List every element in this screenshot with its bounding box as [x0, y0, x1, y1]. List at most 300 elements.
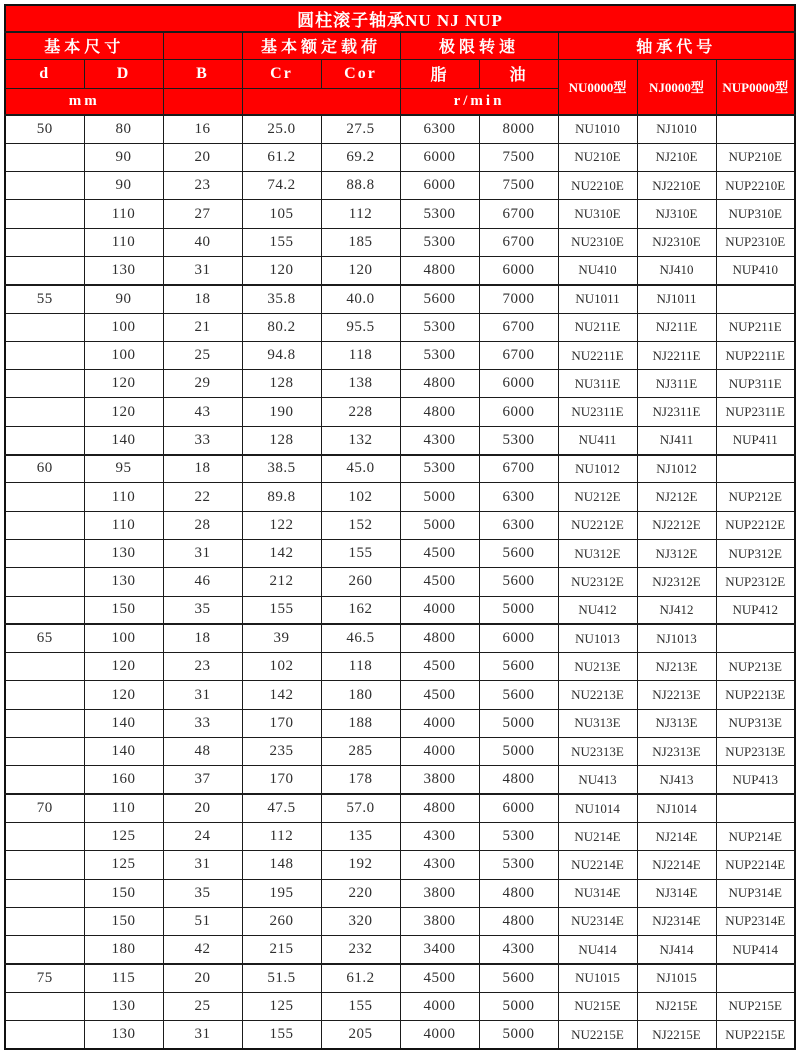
cell-D: 140	[84, 426, 163, 454]
title-row	[5, 5, 795, 32]
cell-D: 95	[84, 455, 163, 483]
cell-d	[5, 766, 84, 794]
cell-Cor: 178	[321, 766, 400, 794]
bearing-table	[4, 4, 796, 1050]
cell-nup_code: NUP212E	[716, 483, 795, 511]
cell-nup_code: NUP2214E	[716, 851, 795, 879]
cell-nup_code: NUP2313E	[716, 738, 795, 766]
cell-grease: 5000	[400, 511, 479, 539]
cell-Cor: 132	[321, 426, 400, 454]
table-row	[5, 936, 795, 964]
cell-D: 130	[84, 539, 163, 567]
cell-nj_code: NJ1014	[637, 794, 716, 822]
cell-grease: 4300	[400, 426, 479, 454]
cell-Cr: 195	[242, 879, 321, 907]
col-header-D: D	[84, 59, 163, 88]
cell-B: 51	[163, 907, 242, 935]
table-row	[5, 738, 795, 766]
cell-d	[5, 483, 84, 511]
cell-B: 22	[163, 483, 242, 511]
table-row	[5, 256, 795, 284]
cell-B: 37	[163, 766, 242, 794]
cell-B: 31	[163, 256, 242, 284]
cell-nup_code: NUP310E	[716, 200, 795, 228]
table-row	[5, 1021, 795, 1050]
cell-Cor: 46.5	[321, 624, 400, 652]
col-header-grease: 脂	[400, 59, 479, 88]
table-row	[5, 313, 795, 341]
cell-oil: 6000	[479, 256, 558, 284]
table-row	[5, 681, 795, 709]
col-header-Cor: Cor	[321, 59, 400, 88]
cell-d	[5, 738, 84, 766]
cell-d	[5, 228, 84, 256]
cell-B: 20	[163, 964, 242, 992]
cell-nj_code: NJ2310E	[637, 228, 716, 256]
header-limit-speed: 极限转速	[400, 32, 558, 59]
cell-Cr: 112	[242, 822, 321, 850]
cell-Cr: 190	[242, 398, 321, 426]
cell-D: 90	[84, 143, 163, 171]
cell-B: 35	[163, 879, 242, 907]
cell-B: 33	[163, 709, 242, 737]
cell-D: 100	[84, 341, 163, 369]
cell-Cr: 215	[242, 936, 321, 964]
cell-Cr: 80.2	[242, 313, 321, 341]
cell-oil: 6000	[479, 794, 558, 822]
cell-nup_code: NUP414	[716, 936, 795, 964]
cell-grease: 4500	[400, 653, 479, 681]
cell-oil: 5000	[479, 709, 558, 737]
cell-D: 120	[84, 398, 163, 426]
cell-oil: 5300	[479, 851, 558, 879]
cell-D: 130	[84, 1021, 163, 1050]
cell-Cr: 260	[242, 907, 321, 935]
cell-nu_code: NU1012	[558, 455, 637, 483]
cell-nj_code: NJ411	[637, 426, 716, 454]
cell-B: 25	[163, 992, 242, 1020]
cell-oil: 5000	[479, 1021, 558, 1050]
cell-Cor: 45.0	[321, 455, 400, 483]
cell-Cr: 122	[242, 511, 321, 539]
cell-oil: 8000	[479, 115, 558, 143]
cell-nj_code: NJ1012	[637, 455, 716, 483]
cell-nup_code: NUP2310E	[716, 228, 795, 256]
cell-D: 110	[84, 483, 163, 511]
cell-D: 150	[84, 596, 163, 624]
cell-D: 120	[84, 370, 163, 398]
table-row	[5, 879, 795, 907]
cell-B: 33	[163, 426, 242, 454]
cell-nu_code: NU312E	[558, 539, 637, 567]
cell-oil: 4800	[479, 879, 558, 907]
cell-oil: 7000	[479, 285, 558, 313]
header-bearing-code: 轴承代号	[558, 32, 795, 59]
cell-oil: 7500	[479, 143, 558, 171]
cell-d	[5, 879, 84, 907]
cell-nu_code: NU212E	[558, 483, 637, 511]
cell-D: 130	[84, 992, 163, 1020]
table-row	[5, 539, 795, 567]
table-row	[5, 822, 795, 850]
cell-oil: 5000	[479, 738, 558, 766]
cell-nu_code: NU412	[558, 596, 637, 624]
cell-nu_code: NU311E	[558, 370, 637, 398]
cell-nj_code: NJ313E	[637, 709, 716, 737]
cell-D: 130	[84, 568, 163, 596]
cell-oil: 6700	[479, 200, 558, 228]
cell-B: 18	[163, 624, 242, 652]
cell-oil: 5300	[479, 426, 558, 454]
cell-oil: 7500	[479, 172, 558, 200]
cell-nu_code: NU2214E	[558, 851, 637, 879]
cell-grease: 4500	[400, 681, 479, 709]
cell-Cr: 120	[242, 256, 321, 284]
cell-B: 29	[163, 370, 242, 398]
cell-nj_code: NJ2215E	[637, 1021, 716, 1050]
cell-Cor: 185	[321, 228, 400, 256]
cell-Cor: 260	[321, 568, 400, 596]
cell-Cor: 118	[321, 341, 400, 369]
cell-Cor: 220	[321, 879, 400, 907]
table-row	[5, 115, 795, 143]
cell-oil: 4300	[479, 936, 558, 964]
cell-nu_code: NU1015	[558, 964, 637, 992]
cell-Cr: 235	[242, 738, 321, 766]
cell-oil: 6700	[479, 313, 558, 341]
cell-nj_code: NJ2211E	[637, 341, 716, 369]
cell-Cr: 170	[242, 766, 321, 794]
cell-nu_code: NU214E	[558, 822, 637, 850]
col-header-oil: 油	[479, 59, 558, 88]
cell-nu_code: NU215E	[558, 992, 637, 1020]
cell-Cor: 285	[321, 738, 400, 766]
cell-Cr: 148	[242, 851, 321, 879]
cell-B: 48	[163, 738, 242, 766]
cell-grease: 4000	[400, 709, 479, 737]
cell-grease: 6000	[400, 172, 479, 200]
cell-Cor: 320	[321, 907, 400, 935]
cell-B: 20	[163, 143, 242, 171]
header-rated-load: 基本额定载荷	[242, 32, 400, 59]
cell-nu_code: NU211E	[558, 313, 637, 341]
cell-B: 43	[163, 398, 242, 426]
cell-d: 55	[5, 285, 84, 313]
cell-B: 27	[163, 200, 242, 228]
cell-nj_code: NJ413	[637, 766, 716, 794]
cell-D: 110	[84, 794, 163, 822]
table-row	[5, 370, 795, 398]
cell-D: 140	[84, 709, 163, 737]
table-row	[5, 653, 795, 681]
cell-oil: 6700	[479, 228, 558, 256]
cell-B: 18	[163, 285, 242, 313]
cell-grease: 6000	[400, 143, 479, 171]
cell-Cor: 118	[321, 653, 400, 681]
cell-nup_code: NUP2215E	[716, 1021, 795, 1050]
cell-nu_code: NU210E	[558, 143, 637, 171]
cell-Cr: 155	[242, 1021, 321, 1050]
cell-grease: 5300	[400, 341, 479, 369]
cell-nu_code: NU2212E	[558, 511, 637, 539]
cell-oil: 6000	[479, 624, 558, 652]
header-empty-over-b	[163, 32, 242, 59]
col-header-B: B	[163, 59, 242, 88]
cell-Cor: 188	[321, 709, 400, 737]
cell-Cr: 125	[242, 992, 321, 1020]
col-header-nj-type: NJ0000型	[637, 59, 716, 115]
col-header-Cr: Cr	[242, 59, 321, 88]
cell-Cor: 112	[321, 200, 400, 228]
cell-nj_code: NJ210E	[637, 143, 716, 171]
cell-D: 140	[84, 738, 163, 766]
unit-empty-over-load	[242, 88, 400, 115]
cell-B: 31	[163, 851, 242, 879]
cell-grease: 5300	[400, 313, 479, 341]
cell-nup_code: NUP311E	[716, 370, 795, 398]
cell-oil: 6700	[479, 455, 558, 483]
cell-grease: 4000	[400, 738, 479, 766]
cell-grease: 4800	[400, 398, 479, 426]
cell-d	[5, 1021, 84, 1050]
cell-grease: 4500	[400, 539, 479, 567]
cell-d	[5, 936, 84, 964]
cell-D: 150	[84, 907, 163, 935]
cell-Cor: 61.2	[321, 964, 400, 992]
cell-grease: 6300	[400, 115, 479, 143]
cell-grease: 4800	[400, 794, 479, 822]
cell-nup_code	[716, 624, 795, 652]
header-group-row	[5, 32, 795, 59]
table-body	[5, 115, 795, 1049]
cell-d	[5, 822, 84, 850]
cell-oil: 5600	[479, 964, 558, 992]
cell-D: 100	[84, 624, 163, 652]
cell-Cr: 105	[242, 200, 321, 228]
cell-nup_code: NUP411	[716, 426, 795, 454]
col-header-d: d	[5, 59, 84, 88]
cell-Cor: 40.0	[321, 285, 400, 313]
cell-d	[5, 313, 84, 341]
cell-Cor: 152	[321, 511, 400, 539]
cell-nu_code: NU411	[558, 426, 637, 454]
cell-Cr: 155	[242, 596, 321, 624]
cell-nup_code: NUP413	[716, 766, 795, 794]
cell-grease: 5300	[400, 200, 479, 228]
cell-nu_code: NU213E	[558, 653, 637, 681]
cell-oil: 5600	[479, 539, 558, 567]
cell-d	[5, 200, 84, 228]
header-column-row	[5, 59, 795, 88]
cell-d: 70	[5, 794, 84, 822]
cell-nj_code: NJ310E	[637, 200, 716, 228]
cell-d	[5, 341, 84, 369]
cell-d	[5, 851, 84, 879]
cell-Cor: 138	[321, 370, 400, 398]
cell-nup_code	[716, 794, 795, 822]
cell-nup_code: NUP2213E	[716, 681, 795, 709]
cell-nj_code: NJ1010	[637, 115, 716, 143]
cell-Cor: 57.0	[321, 794, 400, 822]
cell-D: 130	[84, 256, 163, 284]
cell-nu_code: NU2314E	[558, 907, 637, 935]
cell-Cr: 74.2	[242, 172, 321, 200]
cell-Cr: 128	[242, 370, 321, 398]
cell-nu_code: NU2312E	[558, 568, 637, 596]
table-row	[5, 228, 795, 256]
cell-d: 75	[5, 964, 84, 992]
table-row	[5, 285, 795, 313]
cell-d: 50	[5, 115, 84, 143]
cell-Cr: 94.8	[242, 341, 321, 369]
cell-Cor: 102	[321, 483, 400, 511]
cell-nj_code: NJ211E	[637, 313, 716, 341]
cell-nj_code: NJ414	[637, 936, 716, 964]
cell-nup_code: NUP2314E	[716, 907, 795, 935]
table-row	[5, 964, 795, 992]
cell-grease: 4800	[400, 256, 479, 284]
cell-B: 25	[163, 341, 242, 369]
cell-nu_code: NU2213E	[558, 681, 637, 709]
cell-nu_code: NU1013	[558, 624, 637, 652]
cell-nup_code: NUP214E	[716, 822, 795, 850]
cell-d	[5, 143, 84, 171]
cell-oil: 5600	[479, 568, 558, 596]
cell-grease: 4500	[400, 964, 479, 992]
table-row	[5, 483, 795, 511]
cell-D: 160	[84, 766, 163, 794]
cell-Cor: 69.2	[321, 143, 400, 171]
col-header-nup-type: NUP0000型	[716, 59, 795, 115]
cell-oil: 5600	[479, 681, 558, 709]
table-row	[5, 907, 795, 935]
table-header	[5, 5, 795, 115]
cell-D: 100	[84, 313, 163, 341]
cell-oil: 6000	[479, 398, 558, 426]
table-row	[5, 398, 795, 426]
cell-grease: 3800	[400, 907, 479, 935]
cell-B: 16	[163, 115, 242, 143]
cell-Cor: 88.8	[321, 172, 400, 200]
cell-Cor: 180	[321, 681, 400, 709]
cell-B: 40	[163, 228, 242, 256]
cell-nj_code: NJ311E	[637, 370, 716, 398]
cell-d	[5, 426, 84, 454]
table-row	[5, 709, 795, 737]
cell-nj_code: NJ2314E	[637, 907, 716, 935]
cell-d	[5, 992, 84, 1020]
cell-nu_code: NU1014	[558, 794, 637, 822]
cell-grease: 5300	[400, 228, 479, 256]
cell-Cr: 47.5	[242, 794, 321, 822]
table-row	[5, 455, 795, 483]
cell-oil: 6700	[479, 341, 558, 369]
cell-d	[5, 907, 84, 935]
cell-nup_code: NUP2311E	[716, 398, 795, 426]
cell-Cr: 212	[242, 568, 321, 596]
cell-nup_code: NUP2312E	[716, 568, 795, 596]
cell-nj_code: NJ312E	[637, 539, 716, 567]
cell-B: 46	[163, 568, 242, 596]
table-row	[5, 200, 795, 228]
cell-nup_code: NUP210E	[716, 143, 795, 171]
cell-Cor: 228	[321, 398, 400, 426]
cell-d	[5, 568, 84, 596]
cell-nj_code: NJ2311E	[637, 398, 716, 426]
cell-Cr: 51.5	[242, 964, 321, 992]
cell-B: 18	[163, 455, 242, 483]
cell-nj_code: NJ412	[637, 596, 716, 624]
cell-B: 31	[163, 1021, 242, 1050]
cell-nup_code	[716, 115, 795, 143]
cell-B: 21	[163, 313, 242, 341]
cell-oil: 5600	[479, 653, 558, 681]
cell-nu_code: NU1011	[558, 285, 637, 313]
cell-nup_code	[716, 285, 795, 313]
cell-D: 180	[84, 936, 163, 964]
cell-grease: 5300	[400, 455, 479, 483]
cell-oil: 5000	[479, 992, 558, 1020]
cell-nup_code: NUP314E	[716, 879, 795, 907]
cell-Cr: 38.5	[242, 455, 321, 483]
cell-oil: 5000	[479, 596, 558, 624]
cell-Cor: 155	[321, 539, 400, 567]
cell-d: 65	[5, 624, 84, 652]
cell-d: 60	[5, 455, 84, 483]
cell-Cr: 89.8	[242, 483, 321, 511]
cell-Cr: 155	[242, 228, 321, 256]
cell-Cr: 39	[242, 624, 321, 652]
cell-nj_code: NJ1015	[637, 964, 716, 992]
cell-Cr: 61.2	[242, 143, 321, 171]
cell-nup_code: NUP412	[716, 596, 795, 624]
cell-d	[5, 539, 84, 567]
cell-D: 115	[84, 964, 163, 992]
cell-nup_code: NUP215E	[716, 992, 795, 1020]
cell-D: 125	[84, 822, 163, 850]
cell-nj_code: NJ2210E	[637, 172, 716, 200]
table-row	[5, 341, 795, 369]
table-row	[5, 794, 795, 822]
cell-nj_code: NJ314E	[637, 879, 716, 907]
cell-Cr: 35.8	[242, 285, 321, 313]
cell-oil: 6300	[479, 511, 558, 539]
cell-nj_code: NJ410	[637, 256, 716, 284]
cell-B: 23	[163, 172, 242, 200]
cell-d	[5, 709, 84, 737]
cell-Cor: 155	[321, 992, 400, 1020]
cell-nu_code: NU313E	[558, 709, 637, 737]
cell-nj_code: NJ1011	[637, 285, 716, 313]
cell-D: 150	[84, 879, 163, 907]
cell-Cr: 25.0	[242, 115, 321, 143]
cell-grease: 4000	[400, 596, 479, 624]
cell-grease: 4500	[400, 568, 479, 596]
cell-D: 120	[84, 653, 163, 681]
cell-d	[5, 398, 84, 426]
cell-nu_code: NU2310E	[558, 228, 637, 256]
cell-nu_code: NU410	[558, 256, 637, 284]
cell-Cor: 95.5	[321, 313, 400, 341]
cell-nup_code	[716, 455, 795, 483]
cell-Cor: 192	[321, 851, 400, 879]
cell-grease: 4000	[400, 992, 479, 1020]
table-row	[5, 766, 795, 794]
cell-grease: 4000	[400, 1021, 479, 1050]
cell-Cr: 170	[242, 709, 321, 737]
cell-nup_code: NUP312E	[716, 539, 795, 567]
table-row	[5, 992, 795, 1020]
